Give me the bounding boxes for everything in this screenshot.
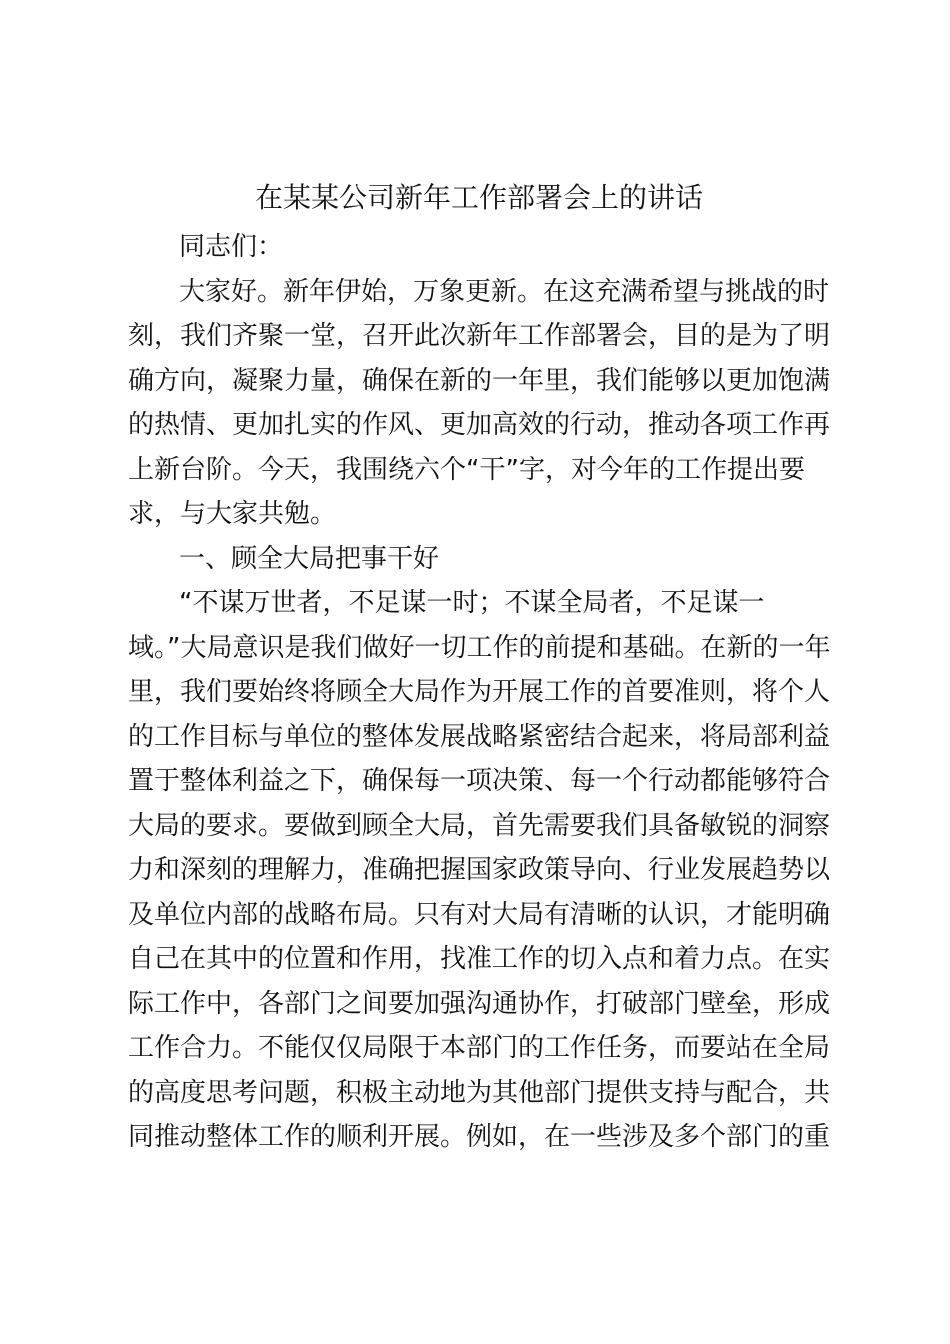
paragraph-line: 刻，我们齐聚一堂，召开此次新年工作部署会，目的是为了明 (128, 321, 831, 351)
section-heading-line: 一、顾全大局把事干好 (179, 543, 440, 574)
section-heading (128, 537, 838, 582)
paragraph-line: 上新台阶。今天，我围绕六个“干”字，对今年的工作提出要 (128, 454, 805, 485)
paragraph-line: 工作合力。不能仅仅局限于本部门的工作任务，而要站在全局 (128, 1033, 831, 1063)
paragraph-line: 自己在其中的位置和作用，找准工作的切入点和着力点。在实 (128, 944, 831, 974)
paragraph-section-1 (128, 581, 838, 1160)
paragraph-line: 确方向，凝聚力量，确保在新的一年里，我们能够以更加饱满 (128, 365, 831, 396)
paragraph-line: 置于整体利益之下，确保每一项决策、每一个行动都能够符合 (128, 766, 831, 796)
paragraph-line: “不谋万世者，不足谋一时；不谋全局者，不足谋一 (179, 588, 765, 618)
paragraph-line: 大局的要求。要做到顾全大局，首先需要我们具备敏锐的洞察 (128, 810, 831, 841)
paragraph-intro (128, 270, 838, 537)
document-title: 在某某公司新年工作部署会上的讲话 (254, 181, 703, 214)
paragraph-line: 大家好。新年伊始，万象更新。在这充满希望与挑战的时 (179, 276, 830, 307)
paragraph-line: 的工作目标与单位的整体发展战略紧密结合起来，将局部利益 (128, 721, 831, 752)
salutation (128, 225, 838, 270)
paragraph-line: 的热情、更加扎实的作风、更加高效的行动，推动各项工作再 (128, 410, 831, 440)
paragraph-line: 力和深刻的理解力，准确把握国家政策导向、行业发展趋势以 (128, 855, 831, 885)
paragraph-line: 域。”大局意识是我们做好一切工作的前提和基础。在新的一年 (128, 632, 831, 663)
paragraph-line: 同推动整体工作的顺利开展。例如，在一些涉及多个部门的重 (128, 1122, 831, 1152)
paragraph-line: 及单位内部的战略布局。只有对大局有清晰的认识，才能明确 (128, 899, 831, 930)
paragraph-line: 际工作中，各部门之间要加强沟通协作，打破部门壁垒，形成 (128, 988, 831, 1019)
paragraph-line: 里，我们要始终将顾全大局作为开展工作的首要准则，将个人 (128, 677, 831, 707)
document-body (128, 225, 838, 1160)
paragraph-line: 求，与大家共勉。 (128, 499, 337, 529)
salutation-line: 同志们： (179, 232, 284, 262)
paragraph-line: 的高度思考问题，积极主动地为其他部门提供支持与配合，共 (128, 1077, 831, 1108)
